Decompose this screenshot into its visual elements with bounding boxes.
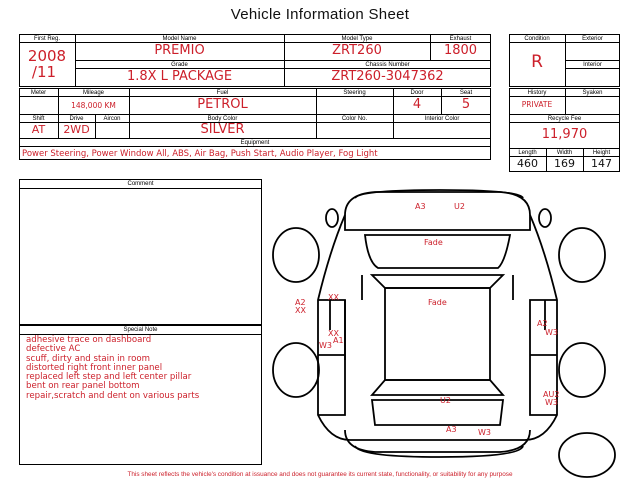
special-note-item: scuff, dirty and stain in room [26, 353, 150, 364]
exhaust-label: Exhaust [449, 36, 472, 42]
mileage-value: 148,000 KM [71, 101, 116, 110]
damage-code: AU2 [543, 390, 560, 399]
length-value: 460 [517, 157, 538, 170]
meter-label: Meter [30, 90, 47, 96]
condition-value: R [531, 52, 543, 72]
damage-code: W3 [478, 428, 491, 437]
right-rear-wheel-icon [559, 343, 605, 397]
damage-code: U2 [440, 396, 451, 405]
aircon-label: Aircon [103, 116, 121, 122]
body-color-label: Body Color [207, 116, 238, 122]
first-reg-year: 2008 [27, 47, 67, 65]
damage-code: XX [328, 329, 339, 338]
grade-value: 1.8X L PACKAGE [126, 69, 233, 84]
history-label: History [527, 90, 547, 96]
seat-value: 5 [461, 97, 471, 112]
comment-box [19, 179, 262, 325]
special-note-item: adhesive trace on dashboard [26, 335, 152, 345]
interior-color-label: Interior Color [424, 116, 460, 122]
special-note-item: replaced left step and left center pillar [26, 372, 192, 383]
special-note-item: defective AC [26, 344, 81, 355]
equipment-value: Power Steering, Power Window All, ABS, Air Bag, Push Start, Audio Player, Fog Light [22, 149, 378, 159]
recycle-fee-label: Recycle Fee [547, 116, 582, 122]
damage-code: A2 [537, 319, 548, 328]
fuel-label: Fuel [216, 90, 229, 96]
syaken-label: Syaken [582, 90, 603, 96]
special-note-item: distorted right front inner panel [26, 362, 163, 373]
height-label: Height [592, 150, 611, 156]
sheet-title: Vehicle Information Sheet [230, 6, 410, 23]
model-type-value: ZRT260 [332, 43, 382, 58]
color-no-label: Color No. [341, 116, 368, 122]
first-reg-label: First Reg. [33, 36, 60, 42]
door-label: Door [410, 90, 424, 96]
door-value: 4 [412, 97, 422, 112]
height-value: 147 [591, 157, 612, 170]
chassis-number-label: Chassis Number [365, 62, 410, 68]
left-rear-wheel-icon [273, 343, 319, 397]
condition-label: Condition [524, 36, 550, 42]
steering-label: Steering [343, 90, 366, 96]
comment-label: Comment [127, 181, 154, 187]
damage-code: A3 [446, 425, 457, 434]
fuel-value: PETROL [197, 97, 248, 112]
recycle-fee-value: 11,970 [541, 127, 588, 142]
shift-label: Shift [32, 116, 45, 122]
length-label: Length [518, 150, 537, 156]
damage-code: Fade [424, 238, 443, 247]
history-value: PRIVATE [521, 100, 553, 109]
car-damage-diagram [270, 180, 630, 480]
model-name-label: Model Name [162, 36, 197, 42]
damage-code: W3 [545, 328, 558, 337]
damage-code: XX [295, 306, 306, 315]
equipment-label: Equipment [240, 140, 270, 146]
damage-code: W3 [545, 398, 558, 407]
damage-code: W3 [319, 341, 332, 350]
special-note-list [26, 336, 260, 401]
width-value: 169 [554, 157, 575, 170]
damage-code: U2 [454, 202, 465, 211]
damage-code: Fade [428, 298, 447, 307]
damage-code: A3 [415, 202, 426, 211]
body-color-value: SILVER [200, 122, 245, 137]
right-front-wheel-icon [559, 228, 605, 282]
model-type-label: Model Type [341, 36, 373, 42]
disclaimer-footer: This sheet reflects the vehicle's condition at issuance and does not guarantee its current state, functionality, or suitability for any purpose [127, 471, 513, 478]
special-note-item: bent on rear panel bottom [26, 381, 140, 392]
special-note-item: repair,scratch and dent on various parts [26, 390, 200, 401]
damage-code: A2 [295, 298, 306, 307]
first-reg-month: /11 [31, 63, 57, 81]
seat-label: Seat [459, 90, 473, 96]
model-name-value: PREMIO [154, 43, 205, 58]
damage-code: XX [328, 293, 339, 302]
width-label: Width [556, 150, 573, 156]
interior-label: Interior [583, 62, 602, 68]
exhaust-value: 1800 [443, 43, 478, 58]
drive-label: Drive [69, 116, 84, 122]
chassis-number-value: ZRT260-3047362 [331, 69, 444, 84]
shift-value: AT [31, 123, 46, 136]
grade-label: Grade [171, 62, 188, 68]
exterior-label: Exterior [582, 36, 603, 42]
left-front-wheel-icon [273, 228, 319, 282]
special-note-label: Special Note [123, 327, 158, 333]
drive-value: 2WD [63, 123, 90, 136]
damage-code: A1 [333, 336, 344, 345]
mileage-label: Mileage [82, 90, 104, 96]
